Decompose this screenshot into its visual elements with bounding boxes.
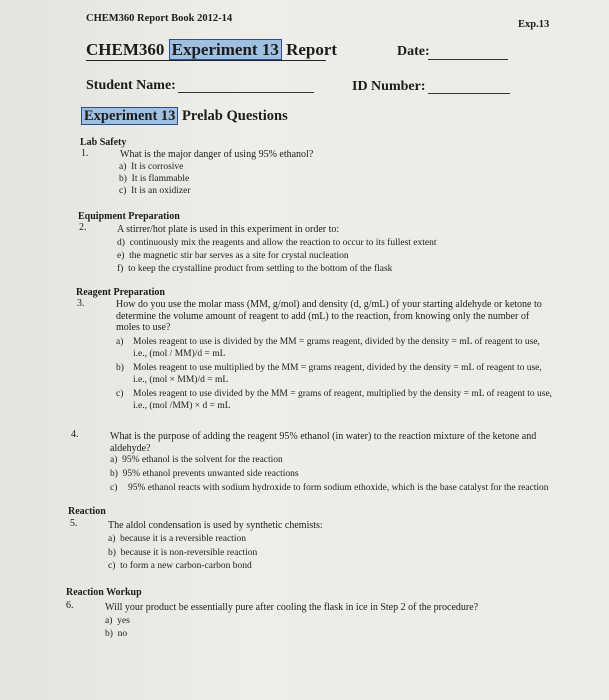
prelab-heading [81, 108, 288, 125]
section-reagent: Reagent Preparation [76, 287, 165, 298]
q1-option-a[interactable]: a) It is corrosive [119, 162, 184, 172]
q6-option-a[interactable]: a) yes [105, 616, 130, 626]
q3-option-b-letter[interactable]: b) [116, 363, 124, 373]
q6-number: 6. [66, 600, 74, 611]
q4-option-c-letter[interactable]: c) [110, 483, 118, 493]
q3-text: How do you use the molar mass (MM, g/mol) and density (d, g/mL) of your starting aldehyde or ketone to determine the volume amount of reagent to add (mL) to the reaction, from knowing only the number of moles to use? [116, 299, 542, 333]
q6-option-b[interactable]: b) no [105, 629, 128, 639]
q5-number: 5. [70, 518, 78, 529]
title-highlight: Experiment 13 [169, 39, 282, 60]
title-suffix: Report [281, 40, 338, 59]
q2-option-d[interactable]: d) continuously mix the reagents and allow the reaction to occur to its fullest extent [117, 238, 437, 248]
q1-option-b[interactable]: b) It is flammable [119, 174, 190, 184]
id-number-label: ID Number: [352, 79, 426, 94]
student-name-field[interactable] [178, 92, 314, 93]
title-prefix: CHEM360 [86, 40, 169, 59]
date-field[interactable] [428, 59, 508, 60]
q3-option-b[interactable]: Moles reagent to use multiplied by the MM = grams reagent, divided by the density = mL of reagent to use, i.e., (mol × MM)/d = mL [133, 363, 542, 385]
date-label: Date: [397, 44, 430, 59]
q4-option-a[interactable]: a) 95% ethanol is the solvent for the reaction [110, 455, 283, 465]
q2-option-f[interactable]: f) to keep the crystalline product from settling to the bottom of the flask [117, 264, 393, 274]
q3-option-c[interactable]: Moles reagent to use divided by the MM = grams of reagent, multiplied by the density = mL of reagent to use, i.e., (mol /MM) × d = mL [133, 389, 553, 411]
q2-option-e[interactable]: e) the magnetic stir bar serves as a site for crystal nucleation [117, 251, 349, 261]
title-underline [86, 60, 326, 61]
q4-option-b[interactable]: b) 95% ethanol prevents unwanted side reactions [110, 469, 299, 479]
q3-option-a[interactable]: Moles reagent to use is divided by the MM = grams reagent, divided by the density = mL of reagent to use, i.e., (mol / MM)/d = mL [133, 337, 540, 359]
q5-option-c[interactable]: c) to form a new carbon-carbon bond [108, 561, 252, 571]
book-title: CHEM360 Report Book 2012-14 [86, 13, 233, 24]
q2-text: A stirrer/hot plate is used in this experiment in order to: [117, 224, 340, 235]
prelab-highlight: Experiment 13 [81, 107, 178, 125]
section-reaction: Reaction [68, 506, 106, 517]
q5-option-b[interactable]: b) because it is non-reversible reaction [108, 548, 258, 558]
q3-option-a-letter[interactable]: a) [116, 337, 124, 347]
report-title [86, 40, 337, 60]
q4-option-c[interactable]: 95% ethanol reacts with sodium hydroxide to form sodium ethoxide, which is the base catalyst for the reaction [128, 483, 549, 493]
section-equipment: Equipment Preparation [78, 211, 180, 222]
q1-option-c[interactable]: c) It is an oxidizer [119, 186, 191, 196]
q1-text: What is the major danger of using 95% ethanol? [120, 149, 314, 160]
q1-number: 1. [81, 148, 89, 159]
prelab-suffix: Prelab Questions [178, 108, 288, 124]
q5-option-a[interactable]: a) because it is a reversible reaction [108, 534, 246, 544]
q6-text: Will your product be essentially pure after cooling the flask in ice in Step 2 of the procedure? [105, 602, 479, 613]
id-number-field[interactable] [428, 93, 510, 94]
q4-number: 4. [71, 429, 79, 440]
q4-text: What is the purpose of adding the reagent 95% ethanol (in water) to the reaction mixture of the ketone and aldehyde? [110, 431, 537, 454]
student-name-label: Student Name: [86, 78, 176, 93]
q5-text: The aldol condensation is used by synthetic chemists: [108, 520, 323, 531]
q2-number: 2. [79, 222, 87, 233]
page-code: Exp.13 [518, 19, 550, 30]
section-workup: Reaction Workup [66, 587, 142, 598]
q3-option-c-letter[interactable]: c) [116, 389, 124, 399]
q3-number: 3. [77, 298, 85, 309]
section-lab-safety: Lab Safety [80, 137, 127, 148]
